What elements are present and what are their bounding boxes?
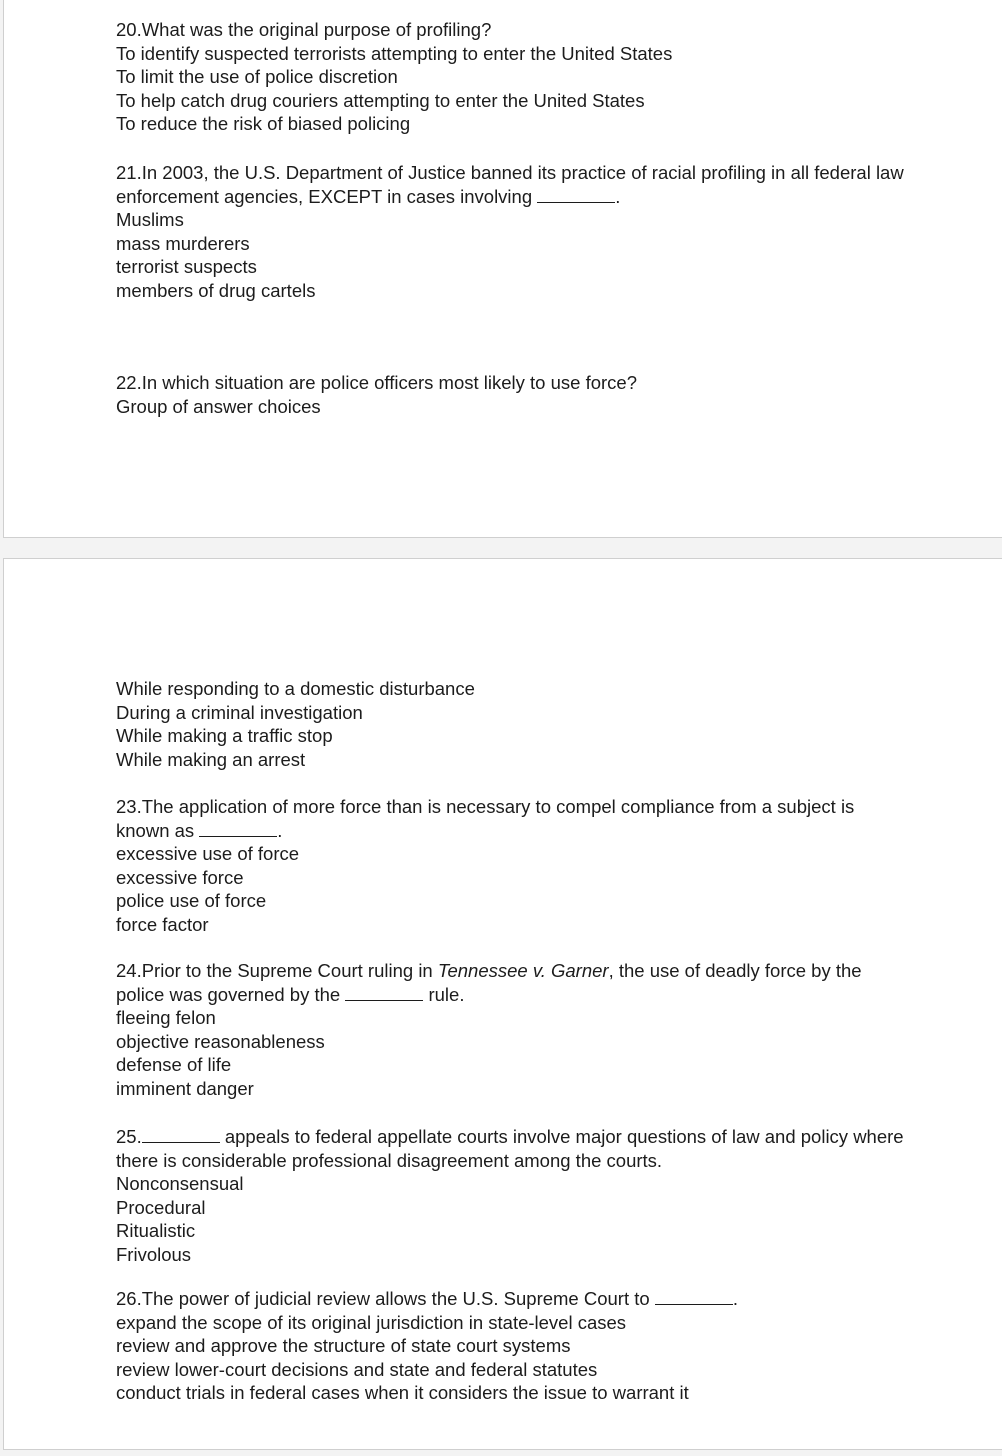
question-text: 21.In 2003, the U.S. Department of Justice banned its practice of racial profiling in all federal law enforcement agencies, EXCEPT in cases involving . [116,162,904,207]
answer-choice[interactable]: review and approve the structure of state court systems [116,1335,571,1356]
answer-choice[interactable]: members of drug cartels [116,279,316,301]
answer-choice[interactable]: To identify suspected terrorists attempting to enter the United States [116,42,673,64]
group-label: Group of answer choices [116,395,321,417]
question-21 [116,161,906,302]
answer-choice[interactable]: expand the scope of its original jurisdiction in state-level cases [116,1311,627,1333]
answer-choices [116,1172,906,1266]
question-text: 25. appeals to federal appellate courts involve major questions of law and policy where there is considerable professional disagreement among the courts. [116,1126,904,1171]
question-24 [116,959,906,1100]
question-text: 22.In which situation are police officers most likely to use force? [116,372,638,393]
question-23 [116,795,906,936]
answer-choices [116,1311,906,1405]
answer-choices [116,677,906,771]
answer-choice[interactable]: terrorist suspects [116,256,257,277]
answer-choice[interactable]: defense of life [116,1054,232,1075]
answer-blank [537,187,615,203]
answer-choice[interactable]: Ritualistic [116,1220,196,1241]
answer-choice[interactable]: To limit the use of police discretion [116,66,398,87]
answer-choice[interactable]: fleeing felon [116,1007,216,1028]
answer-blank [655,1289,733,1305]
answer-choice[interactable]: While making an arrest [116,748,306,770]
answer-choice[interactable]: During a criminal investigation [116,701,363,723]
answer-choices [116,208,906,302]
answer-choice[interactable]: While making a traffic stop [116,725,333,746]
answer-choices [116,42,906,136]
answer-choice[interactable]: police use of force [116,890,267,911]
answer-blank [142,1127,220,1143]
question-text: 24.Prior to the Supreme Court ruling in Tennessee v. Garner, the use of deadly force by the police was governed by the rule. [116,960,862,1005]
answer-choice[interactable]: Muslims [116,209,184,230]
answer-choice[interactable]: imminent danger [116,1077,254,1099]
answer-choice[interactable]: conduct trials in federal cases when it considers the issue to warrant it [116,1382,689,1403]
question-text: 26.The power of judicial review allows the U.S. Supreme Court to . [116,1288,738,1309]
answer-choice[interactable]: Procedural [116,1196,206,1218]
answer-choice[interactable]: excessive force [116,866,244,888]
answer-choice[interactable]: Frivolous [116,1243,192,1265]
case-name: Tennessee v. Garner [437,960,609,981]
answer-choice[interactable]: While responding to a domestic disturbance [116,678,475,699]
question-text: 23.The application of more force than is necessary to compel compliance from a subject is known as . [116,796,855,841]
answer-choice[interactable]: To reduce the risk of biased policing [116,113,411,134]
question-20 [116,18,906,136]
answer-choice[interactable]: objective reasonableness [116,1030,325,1052]
answer-choices [116,842,906,936]
answer-choice[interactable]: To help catch drug couriers attempting to enter the United States [116,89,645,111]
question-22 [116,371,906,418]
question-25 [116,1125,906,1266]
answer-blank [199,821,277,837]
question-text: 20.What was the original purpose of profiling? [116,19,492,40]
question-22-choices [116,677,906,771]
answer-choice[interactable]: mass murderers [116,232,250,254]
question-26 [116,1287,906,1405]
answer-choices [116,1006,906,1100]
answer-blank [345,985,423,1001]
answer-choice[interactable]: Nonconsensual [116,1173,244,1194]
answer-choice[interactable]: review lower-court decisions and state and federal statutes [116,1358,598,1380]
answer-choice[interactable]: force factor [116,913,209,935]
answer-choice[interactable]: excessive use of force [116,843,300,864]
